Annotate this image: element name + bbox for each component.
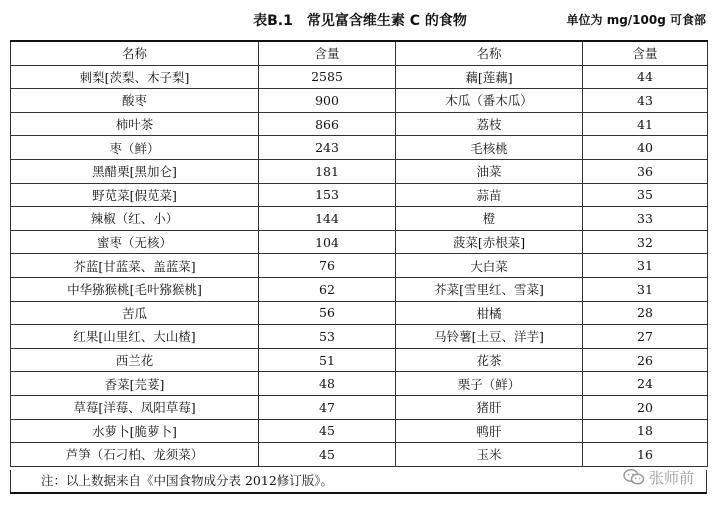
table-caption: 常见富含维生素 C 的食物 bbox=[306, 13, 467, 29]
amount-right: 24 bbox=[583, 372, 708, 396]
amount-left: 866 bbox=[259, 112, 396, 136]
watermark-text: 张师前 bbox=[648, 468, 694, 487]
food-name-left: 中华猕猴桃[毛叶猕猴桃] bbox=[11, 277, 259, 301]
amount-left: 45 bbox=[259, 419, 396, 443]
amount-right: 31 bbox=[583, 254, 708, 278]
amount-right: 27 bbox=[583, 325, 708, 349]
food-name-left: 西兰花 bbox=[11, 348, 259, 372]
food-name-right: 花茶 bbox=[396, 348, 583, 372]
amount-right: 41 bbox=[583, 112, 708, 136]
table-row bbox=[11, 372, 708, 396]
amount-left: 104 bbox=[259, 230, 396, 254]
food-name-left: 苦瓜 bbox=[11, 301, 259, 325]
amount-right: 43 bbox=[583, 89, 708, 113]
food-name-left: 蜜枣（无核） bbox=[11, 230, 259, 254]
food-name-left: 水萝卜[脆萝卜] bbox=[11, 419, 259, 443]
wechat-icon bbox=[623, 468, 645, 486]
table-row bbox=[11, 277, 708, 301]
food-name-left: 刺梨[茨梨、木子梨] bbox=[11, 65, 259, 89]
amount-left: 76 bbox=[259, 254, 396, 278]
food-name-right: 毛核桃 bbox=[396, 136, 583, 160]
table-row bbox=[11, 136, 708, 160]
food-name-right: 芥菜[雪里红、雪菜] bbox=[396, 277, 583, 301]
food-name-right: 柑橘 bbox=[396, 301, 583, 325]
amount-left: 48 bbox=[259, 372, 396, 396]
table-row bbox=[11, 207, 708, 231]
food-name-left: 芥蓝[甘蓝菜、盖蓝菜] bbox=[11, 254, 259, 278]
food-name-right: 油菜 bbox=[396, 159, 583, 183]
source-note: 注：以上数据来自《中国食物成分表 2012修订版》。 bbox=[10, 470, 707, 494]
food-name-right: 栗子（鲜） bbox=[396, 372, 583, 396]
amount-right: 40 bbox=[583, 136, 708, 160]
table-row bbox=[11, 159, 708, 183]
table-row bbox=[11, 230, 708, 254]
vitamin-c-table bbox=[10, 40, 708, 467]
table-row bbox=[11, 395, 708, 419]
header-name-left: 名称 bbox=[11, 41, 259, 65]
header-amount-left: 含量 bbox=[259, 41, 396, 65]
table-row bbox=[11, 348, 708, 372]
food-name-left: 枣（鲜） bbox=[11, 136, 259, 160]
table-row bbox=[11, 65, 708, 89]
food-name-left: 柿叶茶 bbox=[11, 112, 259, 136]
amount-right: 20 bbox=[583, 395, 708, 419]
amount-left: 153 bbox=[259, 183, 396, 207]
amount-right: 44 bbox=[583, 65, 708, 89]
header-name-right: 名称 bbox=[396, 41, 583, 65]
amount-left: 53 bbox=[259, 325, 396, 349]
amount-left: 900 bbox=[259, 89, 396, 113]
food-name-left: 草莓[洋莓、凤阳草莓] bbox=[11, 395, 259, 419]
food-name-right: 木瓜（番木瓜） bbox=[396, 89, 583, 113]
amount-right: 18 bbox=[583, 419, 708, 443]
amount-right: 16 bbox=[583, 443, 708, 467]
amount-right: 32 bbox=[583, 230, 708, 254]
food-name-left: 香菜[芫荽] bbox=[11, 372, 259, 396]
table-row bbox=[11, 419, 708, 443]
table-row bbox=[11, 325, 708, 349]
amount-left: 56 bbox=[259, 301, 396, 325]
food-name-right: 大白菜 bbox=[396, 254, 583, 278]
food-name-left: 辣椒（红、小） bbox=[11, 207, 259, 231]
amount-right: 26 bbox=[583, 348, 708, 372]
table-row bbox=[11, 254, 708, 278]
amount-left: 243 bbox=[259, 136, 396, 160]
amount-left: 181 bbox=[259, 159, 396, 183]
food-name-left: 野苋菜[假苋菜] bbox=[11, 183, 259, 207]
food-name-right: 玉米 bbox=[396, 443, 583, 467]
unit-label: 单位为 mg/100g 可食部 bbox=[566, 13, 706, 27]
amount-left: 51 bbox=[259, 348, 396, 372]
food-name-right: 猪肝 bbox=[396, 395, 583, 419]
amount-right: 33 bbox=[583, 207, 708, 231]
table-row bbox=[11, 301, 708, 325]
amount-left: 144 bbox=[259, 207, 396, 231]
food-name-right: 橙 bbox=[396, 207, 583, 231]
food-name-left: 红果[山里红、大山楂] bbox=[11, 325, 259, 349]
food-name-right: 菠菜[赤根菜] bbox=[396, 230, 583, 254]
food-name-right: 藕[莲藕] bbox=[396, 65, 583, 89]
amount-right: 28 bbox=[583, 301, 708, 325]
food-name-right: 鸭肝 bbox=[396, 419, 583, 443]
table-row bbox=[11, 183, 708, 207]
header-amount-right: 含量 bbox=[583, 41, 708, 65]
table-header-row bbox=[11, 41, 708, 65]
food-name-right: 蒜苗 bbox=[396, 183, 583, 207]
table-number: 表B.1 bbox=[253, 13, 293, 29]
table-row bbox=[11, 89, 708, 113]
amount-left: 62 bbox=[259, 277, 396, 301]
amount-right: 31 bbox=[583, 277, 708, 301]
amount-right: 35 bbox=[583, 183, 708, 207]
food-name-left: 黑醋栗[黑加仑] bbox=[11, 159, 259, 183]
food-name-right: 马铃薯[土豆、洋芋] bbox=[396, 325, 583, 349]
food-name-left: 酸枣 bbox=[11, 89, 259, 113]
food-name-right: 荔枝 bbox=[396, 112, 583, 136]
amount-left: 45 bbox=[259, 443, 396, 467]
watermark bbox=[623, 466, 694, 488]
amount-left: 47 bbox=[259, 395, 396, 419]
table-row bbox=[11, 112, 708, 136]
food-name-left: 芦笋（石刁柏、龙须菜） bbox=[11, 443, 259, 467]
amount-right: 36 bbox=[583, 159, 708, 183]
table-row bbox=[11, 443, 708, 467]
amount-left: 2585 bbox=[259, 65, 396, 89]
